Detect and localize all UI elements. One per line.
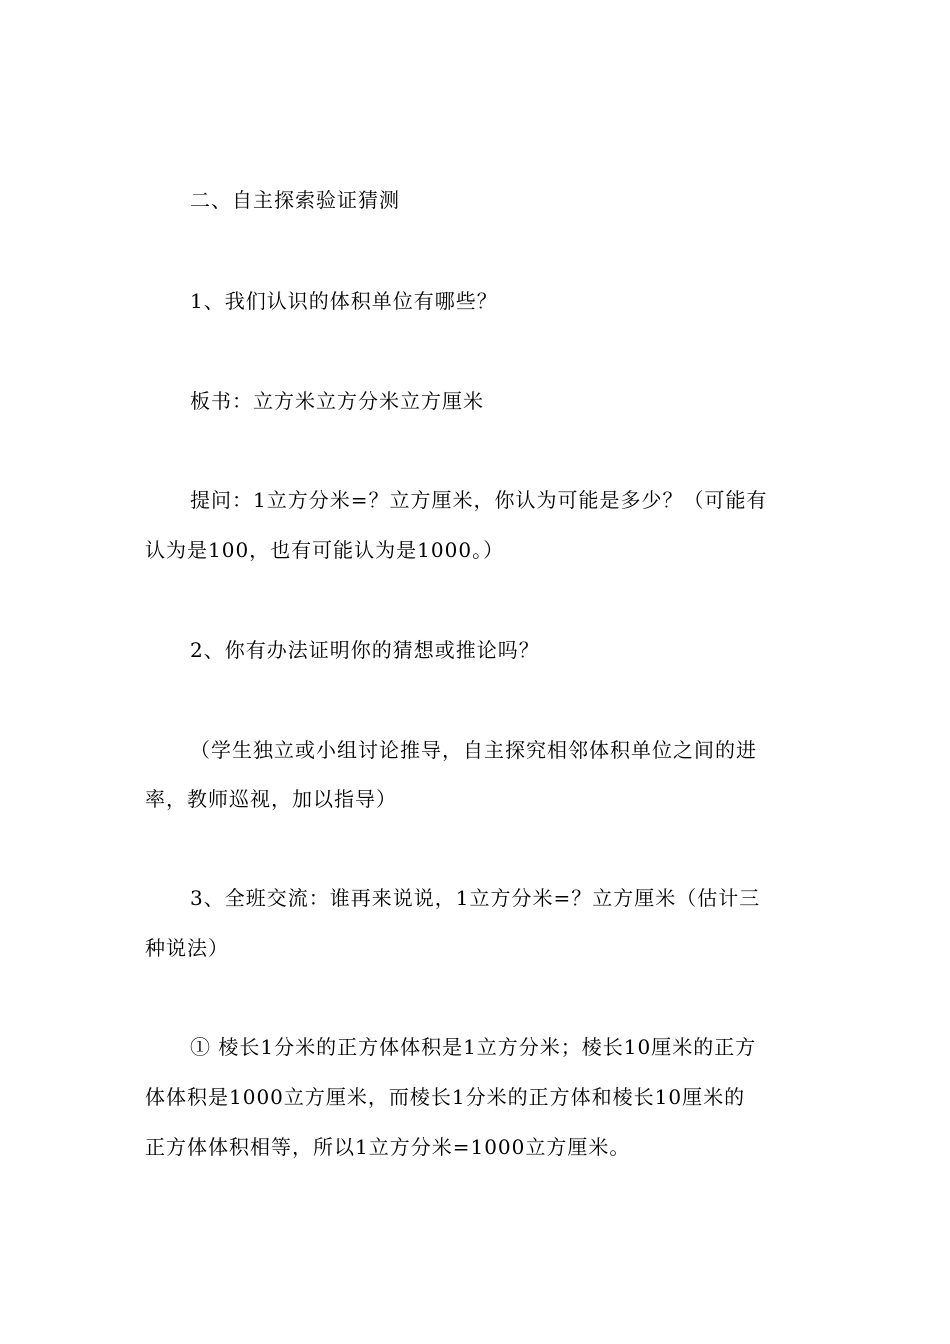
blackboard-note: 板书：立方米立方分米立方厘米 bbox=[190, 389, 484, 413]
question-2: 2、你有办法证明你的猜想或推论吗？ bbox=[190, 638, 540, 662]
question-1: 1、我们认识的体积单位有哪些？ bbox=[190, 289, 498, 313]
question-prompt-line-2: 认为是100，也有可能认为是1000。） bbox=[145, 538, 505, 562]
question-3-line-1: 3、全班交流：谁再来说说，1立方分米=？立方厘米（估计三 bbox=[190, 886, 761, 910]
activity-note-line-1: （学生独立或小组讨论推导，自主探究相邻体积单位之间的进 bbox=[190, 738, 757, 762]
explanation-line-2: 体体积是1000立方厘米，而棱长1分米的正方体和棱长10厘米的 bbox=[145, 1085, 746, 1109]
activity-note-line-2: 率，教师巡视，加以指导） bbox=[145, 787, 397, 811]
question-3-line-2: 种说法） bbox=[145, 936, 229, 960]
explanation-line-1: ① 棱长1分米的正方体体积是1立方分米；棱长10厘米的正方 bbox=[190, 1035, 757, 1059]
explanation-line-3: 正方体体积相等，所以1立方分米=1000立方厘米。 bbox=[145, 1135, 631, 1159]
section-heading: 二、自主探索验证猜测 bbox=[190, 188, 400, 212]
question-prompt-line-1: 提问：1立方分米=？立方厘米，你认为可能是多少？（可能有 bbox=[190, 488, 768, 512]
